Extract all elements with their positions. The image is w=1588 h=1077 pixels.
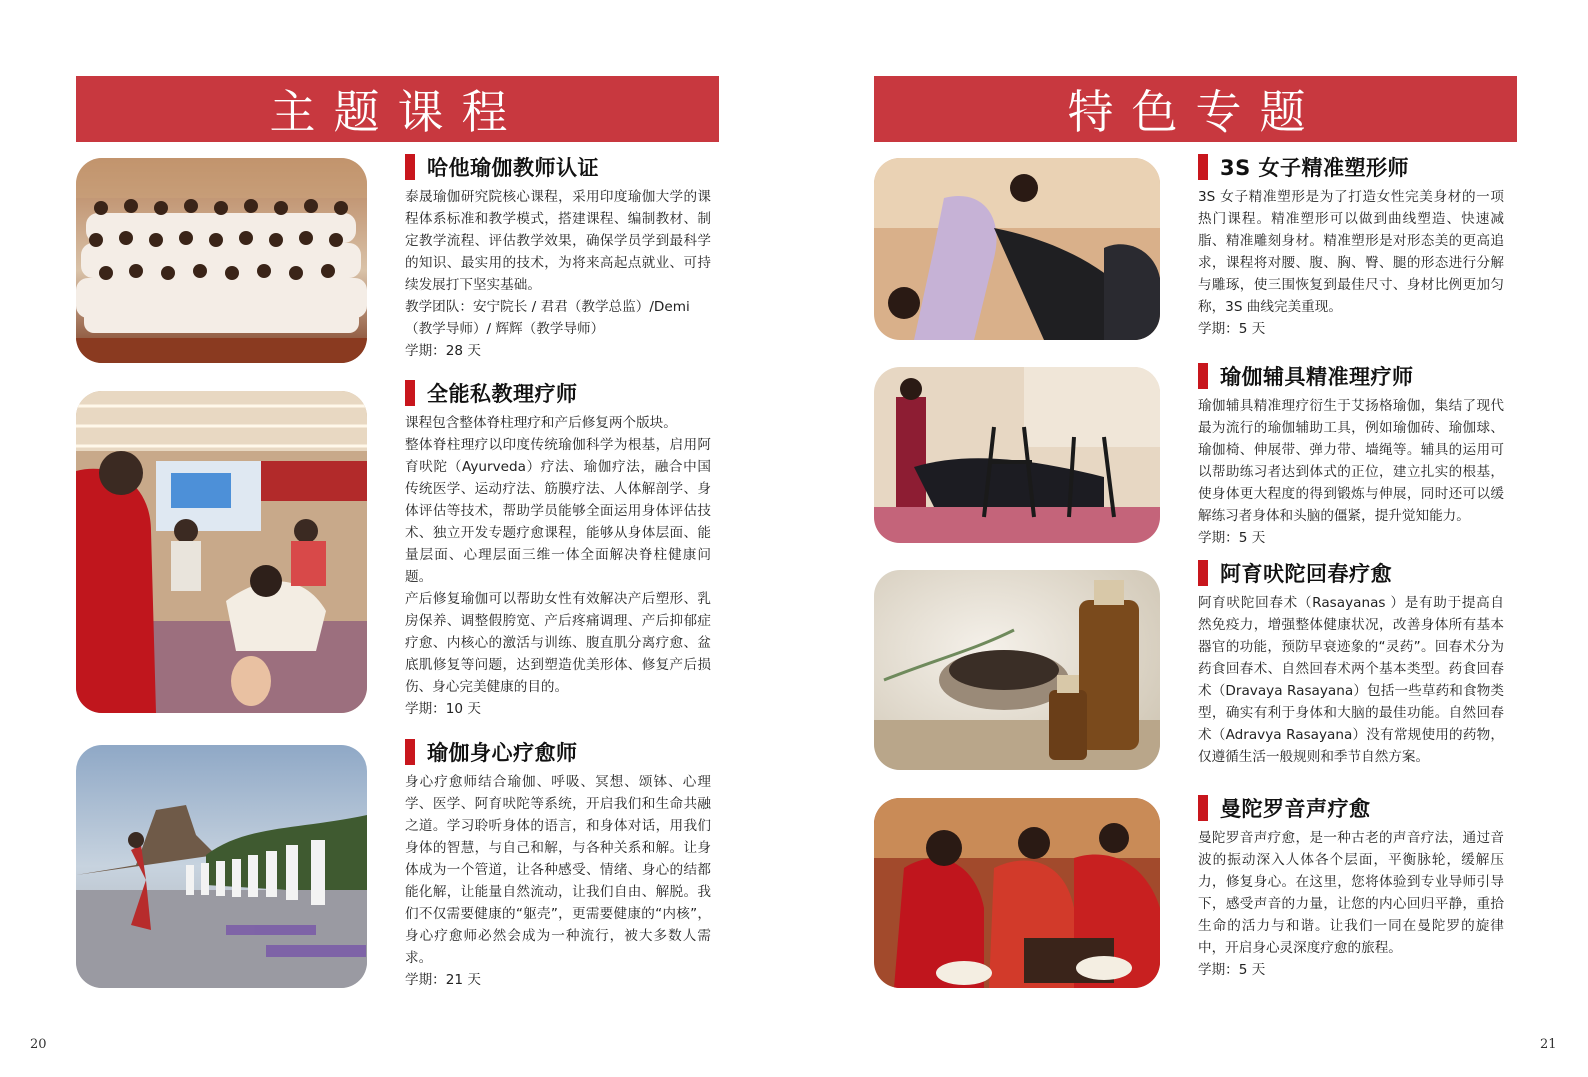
- course-mandala-sound: [1198, 793, 1504, 981]
- course-term: 学期：21 天: [405, 972, 481, 988]
- page-number-right: 21: [1540, 1037, 1557, 1052]
- left-section-banner: 主题课程: [76, 76, 719, 142]
- title-accent-bar: [1198, 795, 1208, 821]
- photo-body-shaping: [874, 158, 1160, 340]
- course-term: 学期：5 天: [1198, 321, 1266, 337]
- course-description: 整体脊柱理疗以印度传统瑜伽科学为根基，启用阿育吠陀（Ayurveda）疗法、瑜伽疗法，融合中国传统医学、运动疗法、筋膜疗法、人体解剖学、身体评估等技术，帮助学员能够全面运用身体评估技术、独立开发专题疗愈课程，能够从身体层面、能量层面、心理层面三维一体全面解决脊柱健康问题。: [405, 437, 711, 585]
- course-description: 瑜伽辅具精准理疗衍生于艾扬格瑜伽，集结了现代最为流行的瑜伽辅助工具，例如瑜伽砖、瑜伽球、瑜伽椅、伸展带、弹力带、墙绳等。辅具的运用可以帮助练习者达到体式的正位，建立扎实的根基，使身体更大程度的得到锻炼与伸展，同时还可以缓解练习者身体和头脑的僵紧，提升觉知能力。: [1198, 398, 1504, 524]
- title-accent-bar: [1198, 154, 1208, 180]
- course-private-therapist: [405, 378, 711, 720]
- course-description: 曼陀罗音声疗愈，是一种古老的声音疗法，通过音波的振动深入人体各个层面，平衡脉轮，缓解压力，修复身心。在这里，您将体验到专业导师引导下，感受声音的力量，让您的内心回归平静，重拾生命的活力与和谐。让我们一同在曼陀罗的旋律中，开启身心灵深度疗愈的旅程。: [1198, 830, 1504, 956]
- course-title-row: [405, 737, 711, 767]
- photo-therapy-workshop: [76, 391, 367, 713]
- course-term: 学期：28 天: [405, 343, 481, 359]
- course-ayurveda-rejuvenation: [1198, 558, 1504, 768]
- course-props-therapist: [1198, 361, 1504, 549]
- right-section-banner: 特色专题: [874, 76, 1517, 142]
- course-description: 课程包含整体脊柱理疗和产后修复两个版块。: [405, 415, 677, 431]
- course-title: 哈他瑜伽教师认证: [427, 156, 599, 180]
- course-3s-shaping: [1198, 152, 1504, 340]
- course-title-row: [405, 152, 711, 182]
- course-title: 曼陀罗音声疗愈: [1220, 797, 1371, 821]
- course-title: 瑜伽辅具精准理疗师: [1220, 365, 1414, 389]
- page-number-left: 20: [30, 1037, 47, 1052]
- course-title-row: [1198, 793, 1504, 823]
- photo-props-therapy: [874, 367, 1160, 543]
- course-term: 学期：5 天: [1198, 530, 1266, 546]
- course-term: 学期：10 天: [405, 701, 481, 717]
- course-title: 阿育吠陀回春疗愈: [1220, 562, 1392, 586]
- course-description: 阿育吠陀回春术（Rasayanas ）是有助于提高自然免疫力，增强整体健康状况，改善身体所有基本器官的功能，预防早衰迹象的“灵药”。回春术分为药食回春术、自然回春术两个基本类型。药食回春术（Dravaya Rasayana）包括一些草药和食物类型，确实有利于身体和大脑的最佳功能。自然回春术（Adravya Rasayana）没有常规使用的药物，仅遵循生活一般规则和季节自然方案。: [1198, 595, 1504, 765]
- course-mind-body-healer: [405, 737, 711, 991]
- course-title-row: [405, 378, 711, 408]
- course-title: 3S 女子精准塑形师: [1220, 156, 1410, 180]
- course-description: 产后修复瑜伽可以帮助女性有效解决产后塑形、乳房保养、调整假胯宽、产后疼痛调理、产后抑郁症疗愈、内核心的激活与训练、腹直肌分离疗愈、盆底肌修复等问题，达到塑造优美形体、修复产后损伤、身心完美健康的目的。: [405, 591, 711, 695]
- title-accent-bar: [405, 154, 415, 180]
- photo-group-class: [76, 158, 367, 363]
- course-title: 瑜伽身心疗愈师: [427, 741, 578, 765]
- course-title: 全能私教理疗师: [427, 382, 578, 406]
- course-title-row: [1198, 361, 1504, 391]
- photo-sound-healing: [874, 798, 1160, 988]
- course-title-row: [1198, 152, 1504, 182]
- course-title-row: [1198, 558, 1504, 588]
- course-term: 学期：5 天: [1198, 962, 1266, 978]
- photo-ayurveda-oils: [874, 570, 1160, 770]
- course-description: 泰晟瑜伽研究院核心课程，采用印度瑜伽大学的课程体系标准和教学模式，搭建课程、编制教材、制定教学流程、评估教学效果，确保学员学到最科学的知识、最实用的技术，为将来高起点就业、可持续发展打下坚实基础。: [405, 189, 711, 293]
- title-accent-bar: [405, 739, 415, 765]
- course-description: 身心疗愈师结合瑜伽、呼吸、冥想、颂钵、心理学、医学、阿育吠陀等系统，开启我们和生命共融之道。学习聆听身体的语言，和身体对话，用我们身体的智慧，与自己和解，与各种关系和解。让身体成为一个管道，让各种感受、情绪、身心的结都能化解，让能量自然流动，让我们自由、解脱。我们不仅需要健康的“躯壳”，更需要健康的“内核”，身心疗愈师必然会成为一种流行，被大多数人需求。: [405, 774, 711, 966]
- course-description: 3S 女子精准塑形是为了打造女性完美身材的一项热门课程。精准塑形可以做到曲线塑造、快速减脂、精准雕刻身材。精准塑形是对形态美的更高追求，课程将对腰、腹、胸、臀、腿的形态进行分解与雕琢，使三围恢复到最佳尺寸、身材比例更加匀称，3S 曲线完美重现。: [1198, 189, 1504, 315]
- photo-outdoor-practice: [76, 745, 367, 988]
- title-accent-bar: [1198, 560, 1208, 586]
- course-hatha-teacher: [405, 152, 711, 362]
- course-team: 教学团队：安宁院长 / 君君（教学总监）/Demi（教学导师）/ 辉辉（教学导师）: [405, 299, 690, 337]
- title-accent-bar: [1198, 363, 1208, 389]
- title-accent-bar: [405, 380, 415, 406]
